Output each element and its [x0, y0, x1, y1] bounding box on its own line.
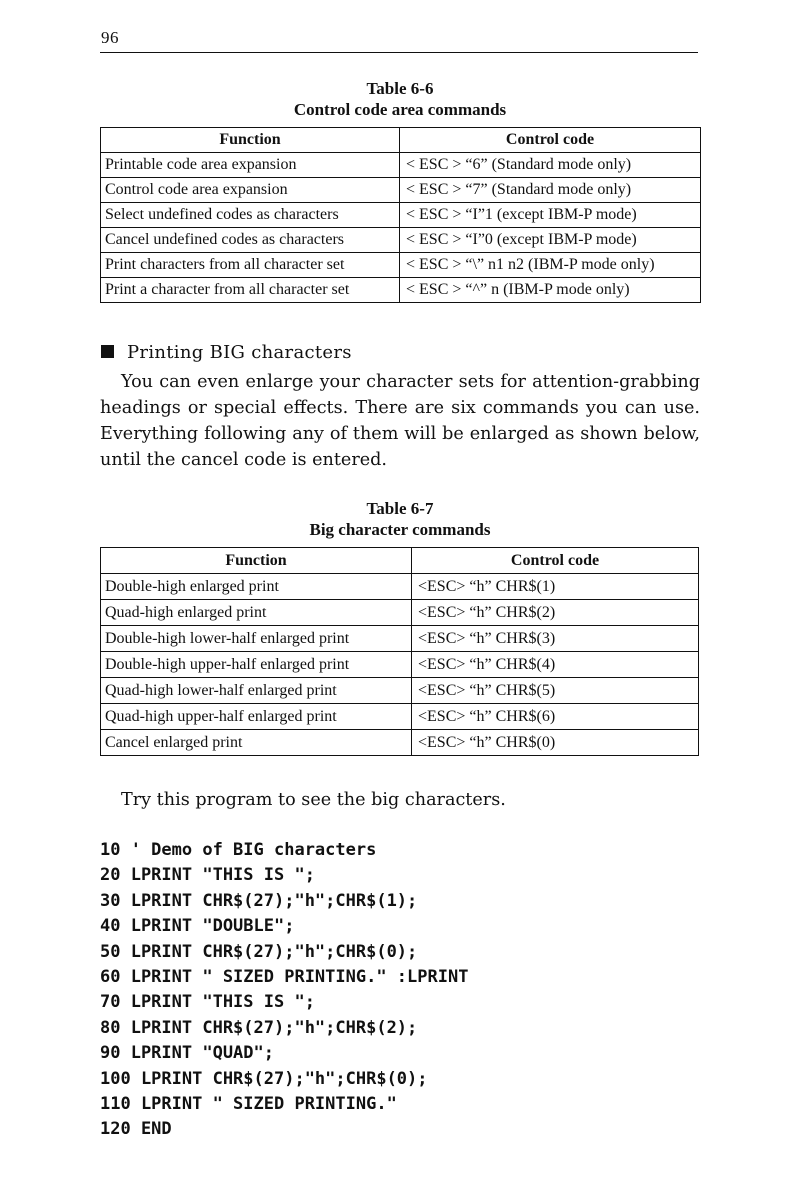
code-line: 80 LPRINT CHR$(27);"h";CHR$(2);	[100, 1017, 418, 1038]
function-cell: Quad-high enlarged print	[101, 600, 412, 626]
control-code-cell: <ESC> “h” CHR$(1)	[412, 574, 699, 600]
table-row	[101, 626, 699, 652]
program-intro: Try this program to see the big characters.	[121, 790, 506, 810]
function-cell: Double-high lower-half enlarged print	[101, 626, 412, 652]
table-header-row	[101, 548, 699, 574]
section-heading-text: Printing BIG characters	[127, 342, 352, 363]
code-line: 70 LPRINT "THIS IS ";	[100, 992, 315, 1013]
control-code-cell: <ESC> “h” CHR$(2)	[412, 600, 699, 626]
table-row	[101, 278, 701, 303]
function-cell: Control code area expansion	[101, 178, 400, 203]
control-code-cell: < ESC > “7” (Standard mode only)	[400, 178, 701, 203]
control-code-cell: < ESC > “6” (Standard mode only)	[400, 153, 701, 178]
table-row	[101, 574, 699, 600]
code-line: 90 LPRINT "QUAD";	[100, 1043, 274, 1064]
control-code-cell: <ESC> “h” CHR$(5)	[412, 678, 699, 704]
table-row	[101, 153, 701, 178]
column-header-function: Function	[101, 128, 400, 153]
table-row	[101, 600, 699, 626]
table-6-6-title: Control code area commands	[293, 100, 507, 119]
function-cell: Cancel undefined codes as characters	[101, 228, 400, 253]
table-6-7-caption	[100, 498, 700, 540]
control-code-table	[100, 127, 701, 303]
control-code-cell: < ESC > “I”0 (except IBM-P mode)	[400, 228, 701, 253]
function-cell: Double-high upper-half enlarged print	[101, 652, 412, 678]
table-row	[101, 178, 701, 203]
basic-program-listing	[100, 838, 468, 1143]
function-cell: Printable code area expansion	[101, 153, 400, 178]
code-line: 100 LPRINT CHR$(27);"h";CHR$(0);	[100, 1068, 428, 1089]
control-code-cell: <ESC> “h” CHR$(6)	[412, 704, 699, 730]
table-6-7-number: Table 6-7	[366, 499, 434, 518]
column-header-control-code: Control code	[412, 548, 699, 574]
code-line: 30 LPRINT CHR$(27);"h";CHR$(1);	[100, 890, 418, 911]
code-line: 60 LPRINT " SIZED PRINTING." :LPRINT	[100, 967, 469, 988]
function-cell: Print characters from all character set	[101, 253, 400, 278]
bullet-square-icon	[101, 345, 114, 358]
table-row	[101, 652, 699, 678]
function-cell: Print a character from all character set	[101, 278, 400, 303]
function-cell: Double-high enlarged print	[101, 574, 412, 600]
section-heading	[101, 342, 352, 363]
big-character-table	[100, 547, 699, 756]
table-6-6-caption	[100, 78, 700, 120]
code-line: 110 LPRINT " SIZED PRINTING."	[100, 1094, 397, 1115]
control-code-cell: < ESC > “^” n (IBM-P mode only)	[400, 278, 701, 303]
table-header-row	[101, 128, 701, 153]
control-code-cell: <ESC> “h” CHR$(3)	[412, 626, 699, 652]
function-cell: Quad-high upper-half enlarged print	[101, 704, 412, 730]
table-row	[101, 203, 701, 228]
column-header-control-code: Control code	[400, 128, 701, 153]
page-number: 96	[101, 28, 119, 47]
code-line: 120 END	[100, 1119, 172, 1140]
function-cell: Quad-high lower-half enlarged print	[101, 678, 412, 704]
table-row	[101, 678, 699, 704]
column-header-function: Function	[101, 548, 412, 574]
body-paragraph: You can even enlarge your character sets for attention-grabbing headings or special effects. There are six commands you can use. Everything following any of them will be enlarged as shown below, until the cancel code is entered.	[100, 372, 700, 470]
function-cell: Cancel enlarged print	[101, 730, 412, 756]
code-line: 20 LPRINT "THIS IS ";	[100, 865, 315, 886]
control-code-cell: <ESC> “h” CHR$(0)	[412, 730, 699, 756]
table-row	[101, 730, 699, 756]
control-code-cell: <ESC> “h” CHR$(4)	[412, 652, 699, 678]
control-code-cell: < ESC > “\” n1 n2 (IBM-P mode only)	[400, 253, 701, 278]
table-row	[101, 704, 699, 730]
table-6-7-title: Big character commands	[309, 520, 491, 539]
table-row	[101, 228, 701, 253]
code-line: 10 ' Demo of BIG characters	[100, 840, 377, 860]
code-line: 40 LPRINT "DOUBLE";	[100, 916, 295, 937]
table-6-6-number: Table 6-6	[366, 79, 434, 98]
header-rule	[100, 52, 698, 53]
table-row	[101, 253, 701, 278]
code-line: 50 LPRINT CHR$(27);"h";CHR$(0);	[100, 941, 418, 962]
control-code-cell: < ESC > “I”1 (except IBM-P mode)	[400, 203, 701, 228]
function-cell: Select undefined codes as characters	[101, 203, 400, 228]
